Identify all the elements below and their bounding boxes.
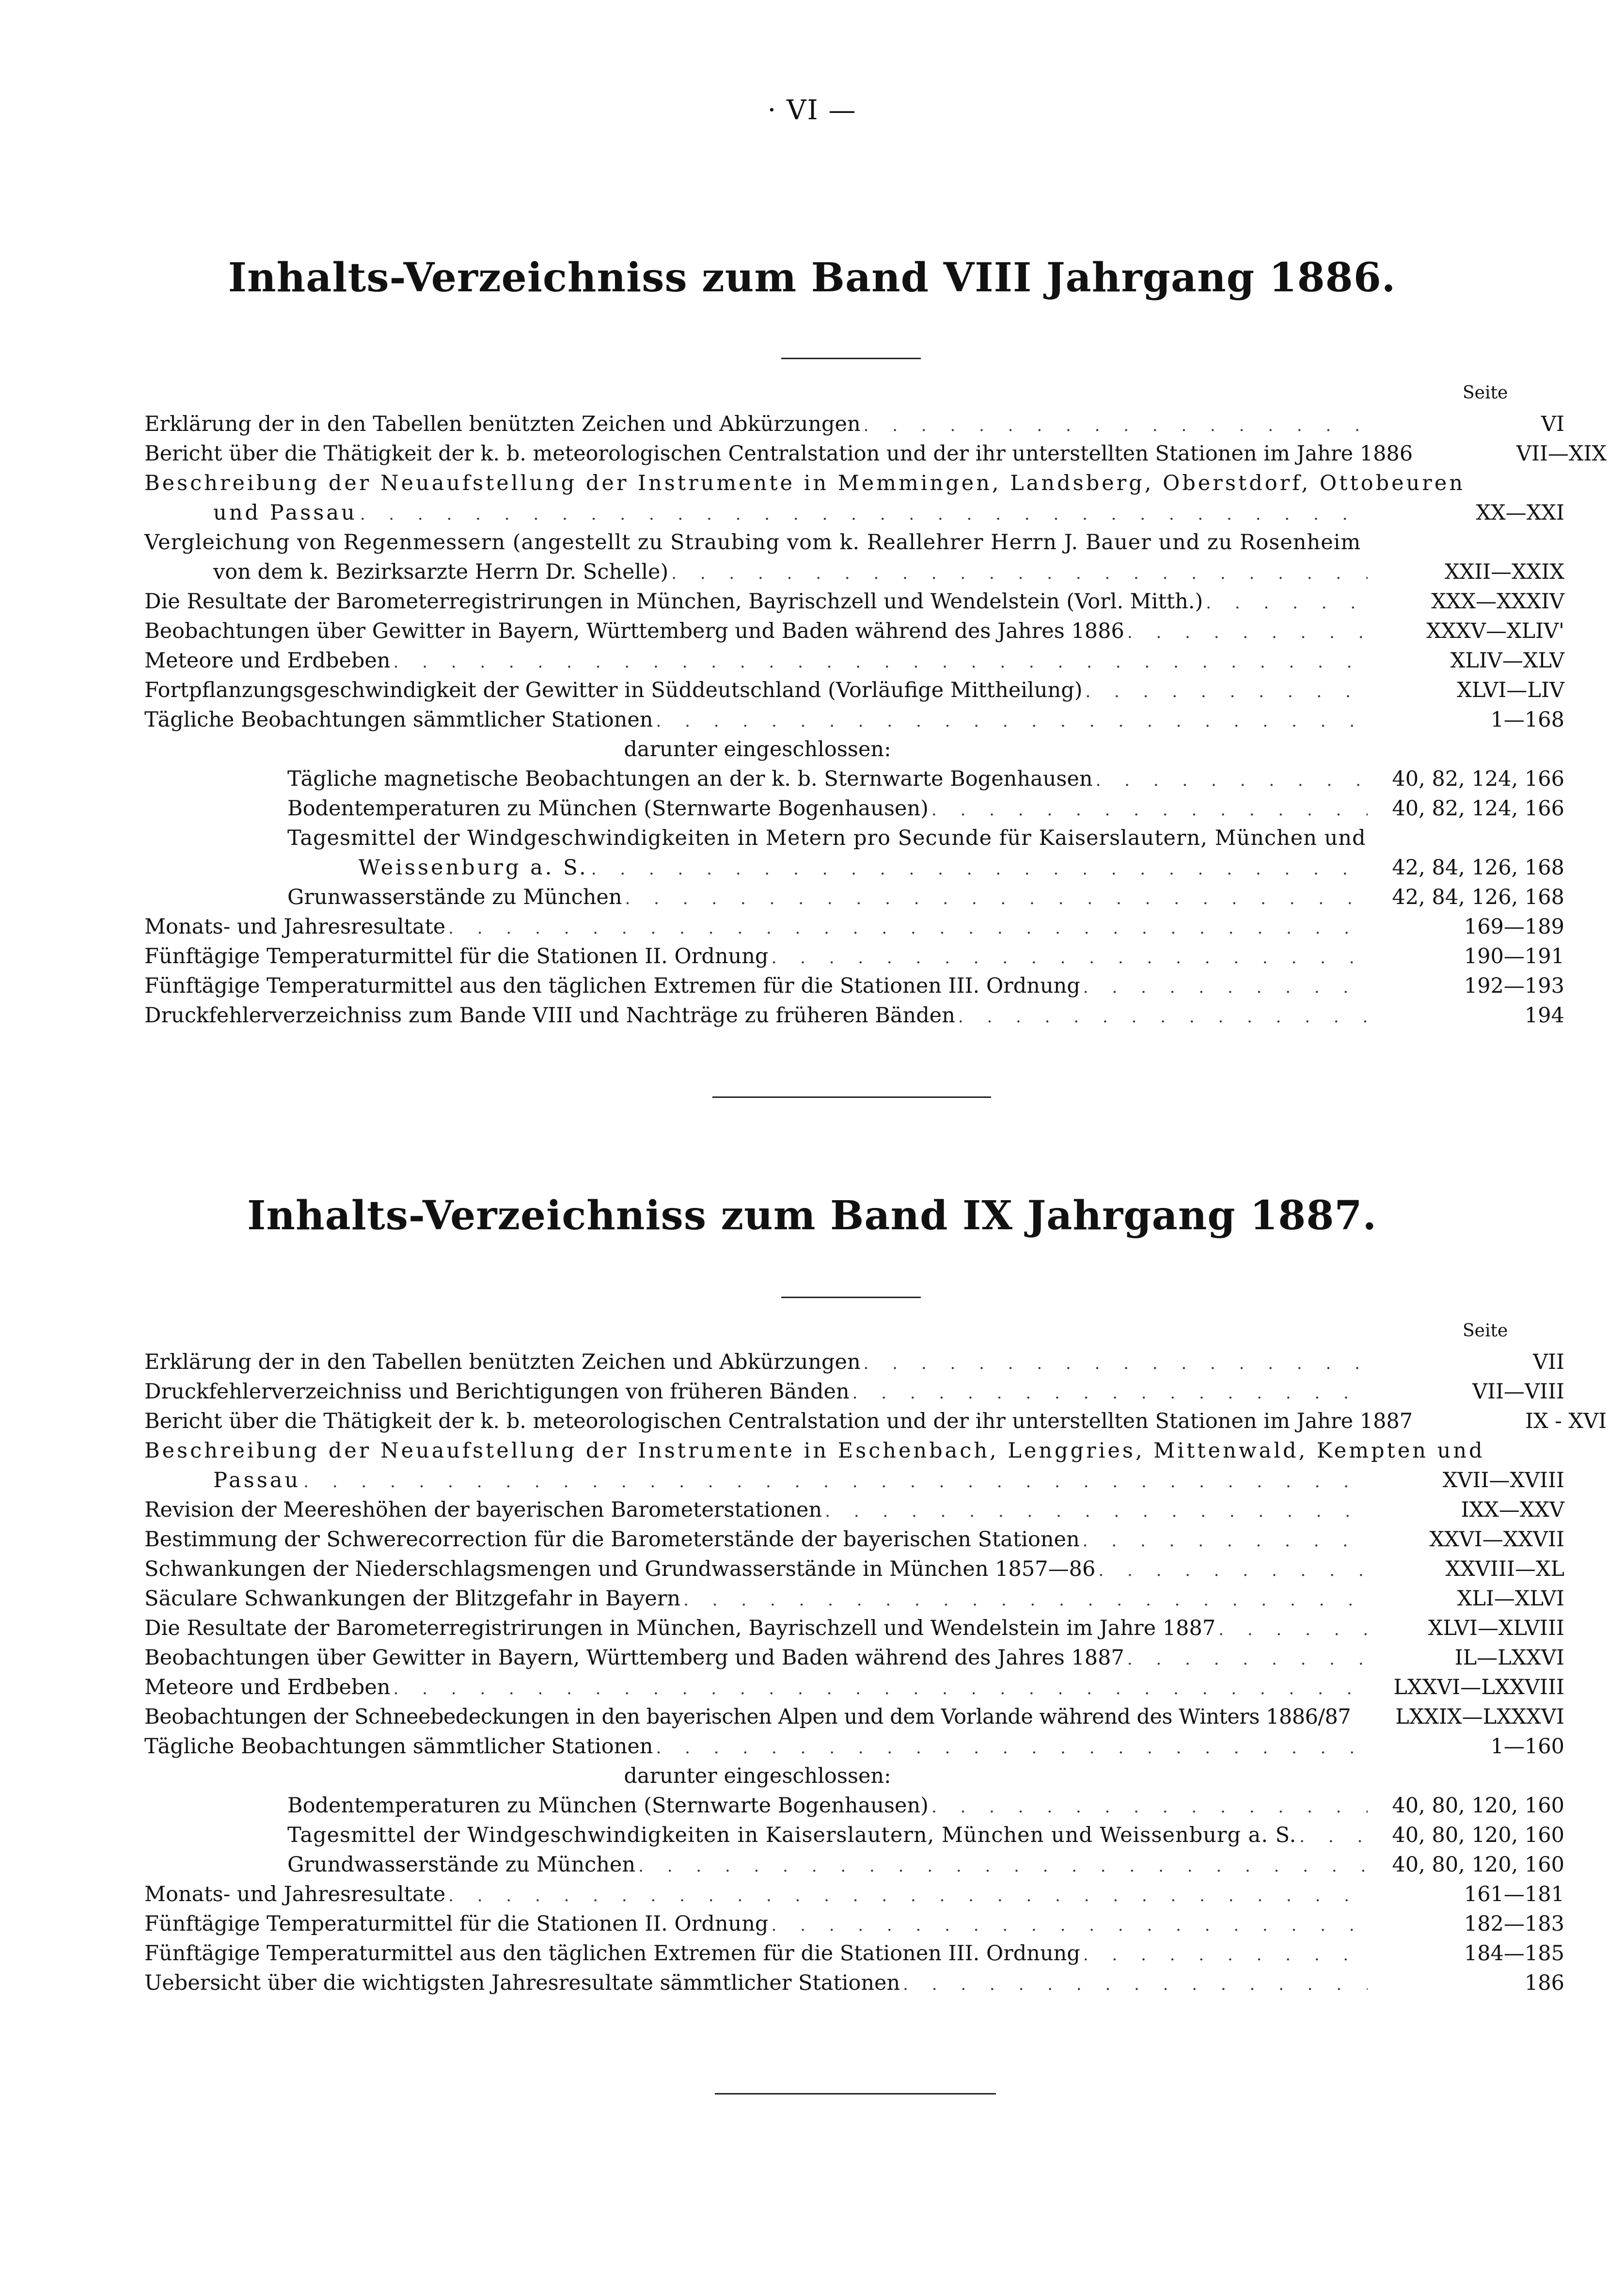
toc-entry-page: 40, 80, 120, 160 [1392,1793,1564,1818]
toc-entry-page: XXX—XXXIV [1431,589,1564,614]
toc-entry-page: IXX—XXV [1461,1498,1564,1522]
toc-subheading-text: darunter eingeschlossen: [624,737,891,762]
toc-entry-text: Tagesmittel der Windgeschwindigkeiten in Kaiserslautern, München und Weissenburg a. S. [287,1823,1297,1847]
toc-entry-text: Schwankungen der Niederschlagsmengen und Grundwasserstände in München 1857—86 [144,1557,1096,1581]
toc-entry-text: Fünftägige Temperaturmittel für die Stationen II. Ordnung [144,1912,769,1936]
toc-entry-text: Weissenburg a. S. [359,856,588,880]
toc-entry [144,410,1564,439]
toc-entry [144,1001,1564,1031]
toc-entry [144,794,1564,824]
toc-entry-text: Uebersicht über die wichtigsten Jahresresultate sämmtlicher Stationen [144,1971,900,1995]
toc-entry-page: 192—193 [1464,974,1564,998]
toc-entry [144,528,1564,557]
toc-entry [144,587,1564,617]
toc-entry [144,439,1607,469]
toc-entry-page: IL—LXXVI [1454,1646,1564,1670]
toc-entry [144,1495,1564,1525]
toc-entry-text: Beschreibung der Neuaufstellung der Instrumente in Memmingen, Landsberg, Oberstdorf, Ottobeuren [144,471,1465,495]
toc-entry-text: Erklärung der in den Tabellen benützten Zeichen und Abkürzungen [144,1350,861,1374]
toc-entry [144,1377,1564,1407]
toc-entry [144,1821,1564,1850]
toc-entry-page: VII—VIII [1472,1380,1564,1404]
toc-entry-text: Tägliche Beobachtungen sämmtlicher Stationen [144,708,653,732]
toc-entry-page: XXVIII—XL [1445,1557,1564,1581]
toc-subheading [144,735,1564,764]
toc-entry [144,498,1564,528]
page-number: · VI — [767,95,857,126]
toc-entry-page: IX - XVI [1525,1409,1607,1433]
toc-entry-page: 194 [1524,1003,1564,1028]
toc-entry-page: 40, 82, 124, 166 [1392,767,1564,791]
toc-entry [144,646,1564,676]
toc-entry-page: LXXVI—LXXVIII [1393,1675,1564,1699]
toc-entry-text: Grunwasserstände zu München [287,885,622,909]
toc-entry-text: von dem k. Bezirksarzte Herrn Dr. Schelle) [213,560,669,584]
toc-entry-text: Fünftägige Temperaturmittel aus den täglichen Extremen für die Stationen III. Ordnung [144,974,1080,998]
toc-subheading [144,1761,1564,1791]
toc-entry-text: Fünftägige Temperaturmittel aus den täglichen Extremen für die Stationen III. Ordnung [144,1941,1080,1966]
toc-entry-page: 182—183 [1464,1912,1564,1936]
toc-entry [144,1407,1607,1436]
toc-entry [144,1643,1564,1673]
toc-entry-page: VII [1532,1350,1564,1374]
toc-entry-text: Beobachtungen über Gewitter in Bayern, Württemberg und Baden während des Jahres 1887 [144,1646,1124,1670]
toc-entry-page: VII—XIX [1516,442,1607,466]
toc-entry [144,1850,1564,1880]
toc-entry-text: Druckfehlerverzeichniss und Berichtigungen von früheren Bänden [144,1380,850,1404]
toc-list-band-viii [144,410,1607,1031]
toc-entry-page: XX—XXI [1476,501,1564,525]
toc-entry [144,676,1564,705]
toc-entry [144,1880,1564,1909]
toc-entry-page: 1—160 [1490,1734,1564,1759]
toc-entry [144,1584,1564,1614]
toc-entry-page: 1—168 [1490,708,1564,732]
toc-entry-text: Beschreibung der Neuaufstellung der Instrumente in Eschenbach, Lenggries, Mittenwald, Kempten und [144,1439,1485,1463]
toc-entry [144,1909,1564,1939]
toc-entry-page: XLI—XLVI [1457,1587,1564,1611]
toc-entry [144,1732,1564,1761]
toc-entry-text: Bestimmung der Schwerecorrection für die Barometerstände der bayerischen Stationen [144,1527,1080,1552]
toc-entry-text: Bodentemperaturen zu München (Sternwarte Bogenhausen) [287,1793,929,1818]
toc-entry-page: 169—189 [1464,915,1564,939]
toc-entry-text: Monats- und Jahresresultate [144,1882,446,1906]
toc-entry-text: Bericht über die Thätigkeit der k. b. meteorologischen Centralstation und der ihr unterstellten Stationen im Jahre 1887 [144,1409,1413,1433]
title-rule [781,358,921,359]
toc-entry-text: Fünftägige Temperaturmittel für die Stationen II. Ordnung [144,944,769,968]
seite-label: Seite [1463,383,1508,403]
toc-entry-text: Meteore und Erdbeben [144,1675,391,1699]
section-divider [712,1096,991,1098]
toc-entry [144,1436,1564,1466]
toc-entry [144,705,1564,735]
toc-entry-text: Bericht über die Thätigkeit der k. b. meteorologischen Centralstation und der ihr unterstellten Stationen im Jahre 1886 [144,442,1413,466]
toc-entry [144,1348,1564,1377]
toc-entry-page: 40, 80, 120, 160 [1392,1853,1564,1877]
toc-entry [144,1673,1564,1702]
toc-entry-page: XLVI—LIV [1457,678,1564,702]
toc-entry-text: Beobachtungen der Schneebedeckungen in den bayerischen Alpen und dem Vorlande während des Winters 1886/87 [144,1705,1351,1729]
toc-entry-page: 184—185 [1464,1941,1564,1966]
toc-list-band-ix [144,1348,1607,1998]
title-rule [781,1297,921,1298]
toc-entry-page: 190—191 [1464,944,1564,968]
toc-entry-page: XXXV—XLIV' [1426,619,1564,643]
toc-entry-text: Tägliche Beobachtungen sämmtlicher Stationen [144,1734,653,1759]
toc-entry [144,1939,1564,1968]
section-divider [715,2093,996,2095]
toc-entry-text: Die Resultate der Barometerregistrirungen in München, Bayrischzell und Wendelstein im Jahre 1887 [144,1616,1216,1640]
toc-entry [144,971,1564,1001]
toc-entry [144,1555,1564,1584]
toc-entry [144,883,1564,912]
toc-entry-page: 40, 80, 120, 160 [1392,1823,1564,1847]
toc-entry-text: Bodentemperaturen zu München (Sternwarte Bogenhausen) [287,796,929,821]
toc-entry-page: XVII—XVIII [1442,1468,1564,1492]
toc-entry-text: Druckfehlerverzeichniss zum Bande VIII und Nachträge zu früheren Bänden [144,1003,955,1028]
toc-entry-page: 42, 84, 126, 168 [1392,856,1564,880]
toc-entry-text: und Passau [213,501,357,525]
section-title-band-viii: Inhalts-Verzeichniss zum Band VIII Jahrgang 1886. [228,254,1396,301]
toc-entry-text: Die Resultate der Barometerregistrirungen in München, Bayrischzell und Wendelstein (Vorl. Mitth.) [144,589,1203,614]
toc-entry-page: 42, 84, 126, 168 [1392,885,1564,909]
toc-entry-text: Monats- und Jahresresultate [144,915,446,939]
toc-entry [144,764,1564,794]
toc-subheading-text: darunter eingeschlossen: [624,1764,891,1788]
toc-entry-text: Fortpflanzungsgeschwindigkeit der Gewitter in Süddeutschland (Vorläufige Mittheilung) [144,678,1083,702]
toc-entry-page: 186 [1524,1971,1564,1995]
toc-entry-text: Erklärung der in den Tabellen benützten Zeichen und Abkürzungen [144,412,861,436]
toc-entry [144,1791,1564,1821]
seite-label: Seite [1463,1321,1508,1341]
toc-entry-text: Säculare Schwankungen der Blitzgefahr in Bayern [144,1587,681,1611]
toc-entry-page: XLVI—XLVIII [1428,1616,1564,1640]
toc-entry [144,942,1564,971]
toc-entry [144,1614,1564,1643]
toc-entry [144,1702,1564,1732]
toc-entry-text: Passau [213,1468,301,1492]
toc-entry [144,617,1564,646]
toc-entry-page: XLIV—XLV [1450,649,1564,673]
toc-entry [144,1525,1564,1555]
toc-entry-text: Revision der Meereshöhen der bayerischen Barometerstationen [144,1498,822,1522]
toc-entry-page: VI [1541,412,1564,436]
toc-entry [144,1968,1564,1998]
toc-entry [144,824,1564,853]
toc-entry-text: Grundwasserstände zu München [287,1853,636,1877]
toc-entry [144,557,1564,587]
toc-entry-page: LXXIX—LXXXVI [1395,1705,1564,1729]
toc-entry-text: Beobachtungen über Gewitter in Bayern, Württemberg und Baden während des Jahres 1886 [144,619,1124,643]
toc-entry-page: XXII—XXIX [1444,560,1564,584]
toc-entry-text: Vergleichung von Regenmessern (angestellt zu Straubing vom k. Reallehrer Herrn J. Bauer und zu Rosenheim [144,530,1361,555]
toc-entry-text: Tägliche magnetische Beobachtungen an der k. b. Sternwarte Bogenhausen [287,767,1093,791]
toc-entry-text: Tagesmittel der Windgeschwindigkeiten in Metern pro Secunde für Kaiserslautern, München und [287,826,1366,850]
toc-entry-text: Meteore und Erdbeben [144,649,391,673]
section-title-band-ix: Inhalts-Verzeichniss zum Band IX Jahrgang 1887. [247,1192,1377,1239]
toc-entry [144,912,1564,942]
toc-entry [144,1466,1564,1495]
toc-entry-page: 40, 82, 124, 166 [1392,796,1564,821]
toc-entry-page: 161—181 [1464,1882,1564,1906]
toc-entry-page: XXVI—XXVII [1429,1527,1564,1552]
toc-entry [144,853,1564,883]
toc-entry [144,469,1564,498]
